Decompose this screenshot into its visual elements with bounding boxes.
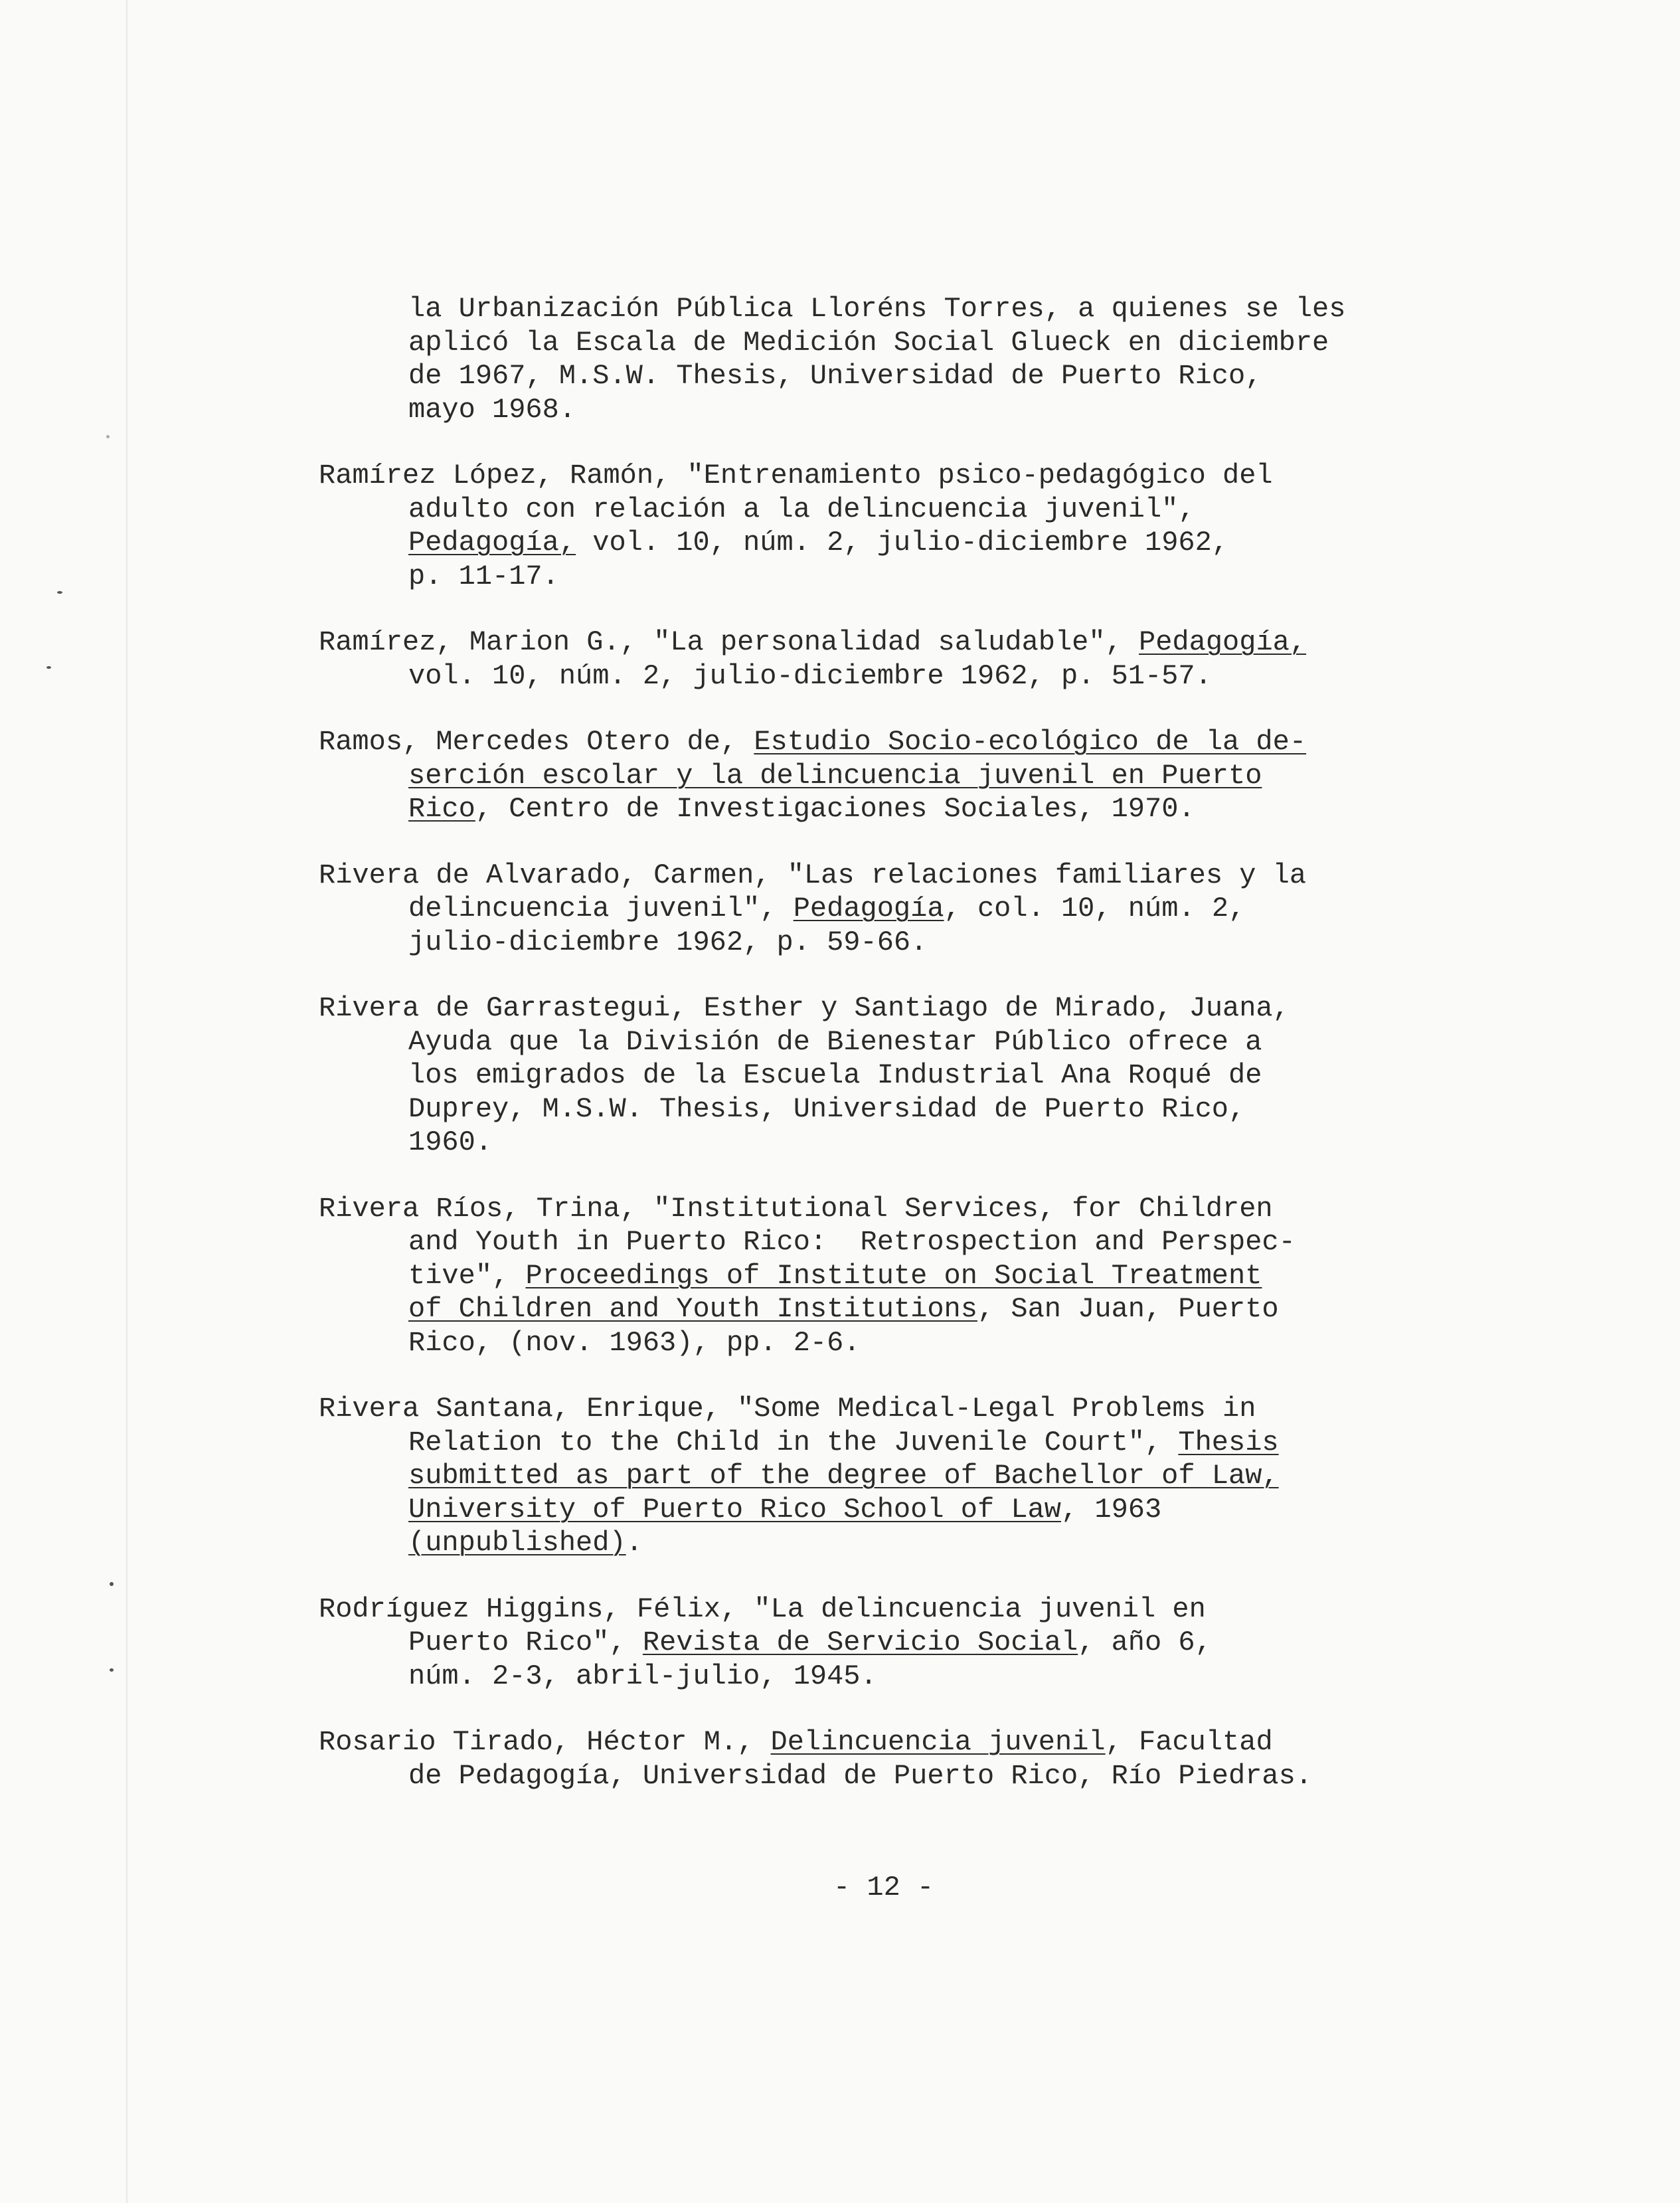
- entry-line: [319, 526, 1461, 560]
- underlined-title-text: Thesis: [1178, 1426, 1279, 1458]
- margin-speck: [46, 666, 51, 669]
- entry-spacer: [319, 1360, 1461, 1392]
- entry-line: [319, 1459, 1461, 1493]
- entry-spacer: [319, 1160, 1461, 1192]
- entry-line: [319, 1059, 1461, 1093]
- entry-text: Rico, (nov. 1963), pp. 2-6.: [408, 1326, 861, 1359]
- entry-text: de Pedagogía, Universidad de Puerto Rico, Río Piedras.: [408, 1759, 1313, 1792]
- entry-line: [319, 1593, 1461, 1627]
- entry-text: Rivera Santana, Enrique, "Some Medical-Legal Problems in: [319, 1393, 1256, 1425]
- entry-line: [319, 1526, 1461, 1560]
- bibliography-entry: [319, 859, 1461, 960]
- entry-spacer: [319, 959, 1461, 992]
- entry-text: núm. 2-3, abril-julio, 1945.: [408, 1660, 877, 1692]
- entry-line: [319, 1493, 1461, 1527]
- entry-line: [319, 359, 1461, 393]
- page-number: - 12 -: [833, 1872, 934, 1903]
- entry-text: .: [626, 1527, 643, 1559]
- entry-line: [319, 1192, 1461, 1226]
- entry-line: [319, 660, 1461, 693]
- entry-line: [319, 560, 1461, 594]
- entry-line: [319, 926, 1461, 960]
- entry-text: vol. 10, núm. 2, julio-diciembre 1962,: [576, 527, 1229, 559]
- entry-text: , 1963: [1060, 1493, 1162, 1526]
- entry-text: , San Juan, Puerto: [977, 1293, 1279, 1325]
- bibliography-entry: [319, 992, 1461, 1160]
- bibliography-entry: [319, 626, 1461, 693]
- bibliography-entry: [319, 1725, 1461, 1793]
- entry-line: [319, 1426, 1461, 1460]
- entry-line: [319, 493, 1461, 527]
- entry-text: tive",: [408, 1259, 526, 1292]
- bibliography-entry: [319, 1192, 1461, 1360]
- bibliography-entry: [319, 459, 1461, 593]
- underlined-title-text: of Children and Youth Institutions: [408, 1293, 977, 1325]
- entry-text: Rivera de Alvarado, Carmen, "Las relaciones familiares y la: [319, 859, 1307, 891]
- underlined-title-text: Pedagogía,: [408, 527, 576, 559]
- entry-text: adulto con relación a la delincuencia juvenil",: [408, 493, 1195, 525]
- entry-text: and Youth in Puerto Rico: Retrospection and Perspec-: [408, 1226, 1296, 1258]
- entry-line: [319, 859, 1461, 893]
- entry-line: [319, 1759, 1461, 1793]
- margin-speck: [110, 1668, 114, 1672]
- entry-text: Rivera de Garrastegui, Esther y Santiago de Mirado, Juana,: [319, 992, 1290, 1024]
- entry-text: julio-diciembre 1962, p. 59-66.: [408, 926, 928, 958]
- entry-line: [319, 1025, 1461, 1059]
- entry-line: [319, 759, 1461, 793]
- entry-text: Ramírez López, Ramón, "Entrenamiento psico-pedagógico del: [319, 460, 1273, 491]
- underlined-title-text: Revista de Servicio Social: [642, 1627, 1078, 1658]
- entry-line: [319, 1093, 1461, 1126]
- entry-line: [319, 292, 1461, 326]
- entry-text: p. 11-17.: [408, 560, 559, 592]
- underlined-title-text: University of Puerto Rico School of Law: [408, 1493, 1061, 1526]
- entry-line: [319, 459, 1461, 493]
- entry-text: Rosario Tirado, Héctor M.,: [319, 1726, 771, 1758]
- entry-line: [319, 1326, 1461, 1360]
- entry-line: [319, 626, 1461, 660]
- entry-line: [319, 1126, 1461, 1160]
- entry-text: 1960.: [408, 1126, 493, 1158]
- bibliography-entry: [319, 725, 1461, 826]
- entry-text: Puerto Rico",: [408, 1627, 643, 1658]
- entry-text: Ramírez, Marion G., "La personalidad saludable",: [319, 626, 1139, 658]
- underlined-title-text: serción escolar y la delincuencia juvenil en Puerto: [408, 759, 1262, 792]
- underlined-title-text: Pedagogía,: [1139, 626, 1307, 658]
- underlined-title-text: Delincuencia juvenil: [770, 1726, 1106, 1758]
- bibliography-entry: [319, 1392, 1461, 1560]
- entry-line: [319, 992, 1461, 1025]
- entry-spacer: [319, 693, 1461, 725]
- entry-line: [319, 792, 1461, 826]
- entry-spacer: [319, 593, 1461, 626]
- entry-line: [319, 1725, 1461, 1759]
- entry-text: , Centro de Investigaciones Sociales, 1970.: [475, 793, 1195, 825]
- margin-speck: [110, 1582, 114, 1586]
- entry-text: Ayuda que la División de Bienestar Público ofrece a: [408, 1025, 1262, 1058]
- entry-line: [319, 1292, 1461, 1326]
- entry-text: mayo 1968.: [408, 393, 576, 426]
- entry-line: [319, 1392, 1461, 1426]
- entry-line: [319, 725, 1461, 759]
- entry-text: Rodríguez Higgins, Félix, "La delincuencia juvenil en: [319, 1593, 1206, 1625]
- entry-line: [319, 393, 1461, 427]
- entry-text: vol. 10, núm. 2, julio-diciembre 1962, p. 51-57.: [408, 660, 1212, 692]
- entry-spacer: [319, 826, 1461, 859]
- entry-text: , Facultad: [1105, 1726, 1273, 1758]
- bibliography-list: [319, 292, 1461, 1793]
- bibliography-entry: [319, 292, 1461, 426]
- entry-text: delincuencia juvenil",: [408, 893, 794, 925]
- underlined-title-text: Proceedings of Institute on Social Treatment: [525, 1259, 1262, 1292]
- underlined-title-text: (unpublished): [408, 1527, 626, 1559]
- margin-speck: [57, 591, 62, 594]
- entry-text: Relation to the Child in the Juvenile Court",: [408, 1426, 1179, 1458]
- underlined-title-text: Rico: [408, 793, 475, 825]
- entry-spacer: [319, 1693, 1461, 1725]
- entry-spacer: [319, 1560, 1461, 1593]
- entry-line: [319, 1626, 1461, 1660]
- entry-text: , col. 10, núm. 2,: [944, 893, 1246, 925]
- bibliography-entry: [319, 1593, 1461, 1694]
- entry-text: Duprey, M.S.W. Thesis, Universidad de Puerto Rico,: [408, 1093, 1246, 1125]
- underlined-title-text: submitted as part of the degree of Bachellor of Law,: [408, 1460, 1279, 1492]
- entry-line: [319, 892, 1461, 926]
- margin-speck: [106, 435, 110, 438]
- entry-spacer: [319, 426, 1461, 459]
- entry-line: [319, 326, 1461, 360]
- entry-line: [319, 1660, 1461, 1694]
- entry-text: , año 6,: [1078, 1627, 1212, 1658]
- entry-text: Rivera Ríos, Trina, "Institutional Services, for Children: [319, 1192, 1273, 1225]
- entry-text: la Urbanización Pública Lloréns Torres, a quienes se les: [408, 293, 1346, 325]
- underlined-title-text: Estudio Socio-ecológico de la de-: [754, 726, 1307, 758]
- entry-line: [319, 1259, 1461, 1293]
- page-fold-shadow: [126, 0, 127, 2203]
- underlined-title-text: Pedagogía: [793, 893, 944, 925]
- entry-text: Ramos, Mercedes Otero de,: [319, 726, 754, 758]
- entry-text: los emigrados de la Escuela Industrial Ana Roqué de: [408, 1059, 1262, 1091]
- entry-text: de 1967, M.S.W. Thesis, Universidad de Puerto Rico,: [408, 360, 1262, 392]
- entry-text: aplicó la Escala de Medición Social Glueck en diciembre: [408, 326, 1329, 359]
- entry-line: [319, 1225, 1461, 1259]
